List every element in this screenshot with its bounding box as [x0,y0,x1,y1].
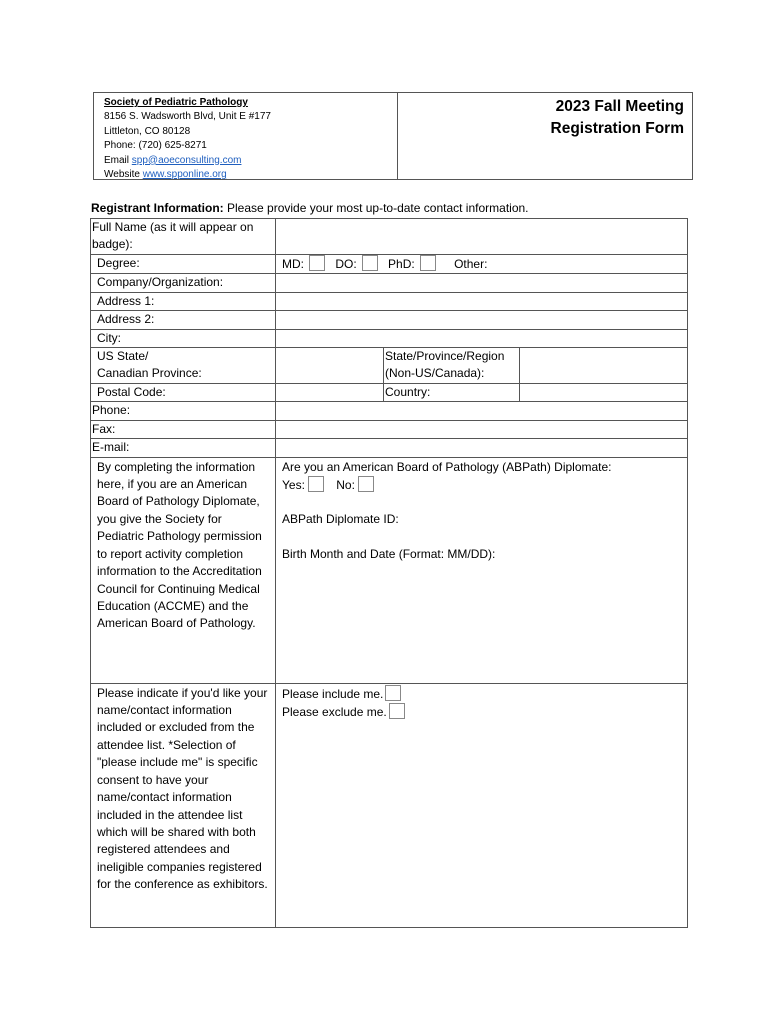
org-address: 8156 S. Wadsworth Blvd, Unit E #177 [104,111,271,123]
form-title-line2: Registration Form [550,120,684,137]
include-checkbox[interactable] [385,685,401,701]
registrant-label: Registrant Information: [91,201,224,215]
state-label [91,348,276,384]
state-label-line2: Canadian Province: [97,366,202,381]
attendee-list-text: Please indicate if you'd like your name/contact information included or excluded from the attendee list. *Selection of "please include me" is specific consent to have your name/contact information included in the attendee list which will be shared with both registered attendees and ineligible companies registered for the conference as exhibitors. [91,683,276,927]
email-field[interactable] [276,439,688,457]
header-box [93,92,693,180]
address2-field[interactable] [276,311,688,329]
city-field[interactable] [276,329,688,347]
region-label [384,348,520,384]
form-title-line1: 2023 Fall Meeting [555,98,684,115]
phone-field[interactable] [276,402,688,420]
degree-phd-checkbox[interactable] [420,255,436,271]
full-name-label: Full Name (as it will appear on badge): [91,219,276,255]
degree-other-label: Other: [454,257,488,271]
degree-md-label: MD: [282,257,304,271]
email-link[interactable]: spp@aoeconsulting.com [131,154,242,166]
org-contact-block [94,93,398,179]
region-field[interactable] [520,348,688,384]
state-field[interactable] [276,348,384,384]
degree-phd-label: PhD: [388,257,415,271]
email-label: E-mail: [91,439,276,457]
address1-field[interactable] [276,292,688,310]
exclude-label: Please exclude me. [282,705,387,720]
address1-label: Address 1: [91,292,276,310]
exclude-checkbox[interactable] [389,703,405,719]
degree-label: Degree: [91,255,276,274]
org-city: Littleton, CO 80128 [104,125,191,137]
abpath-no-label: No: [336,478,355,493]
org-phone: Phone: (720) 625-8271 [104,140,207,152]
org-website-line [104,168,397,182]
email-prefix: Email [104,154,130,166]
birth-date-label: Birth Month and Date (Format: MM/DD): [282,546,496,561]
degree-options [276,255,688,274]
degree-do-checkbox[interactable] [362,255,378,271]
abpath-id-label: ABPath Diplomate ID: [282,512,399,527]
address2-label: Address 2: [91,311,276,329]
abpath-question: Are you an American Board of Pathology (ABPath) Diplomate: [282,459,612,474]
form-title [551,96,684,140]
registration-table [90,218,688,928]
org-name: Society of Pediatric Pathology [104,97,248,108]
phone-label: Phone: [91,402,276,420]
degree-md-checkbox[interactable] [309,255,325,271]
registrant-intro-text: Please provide your most up-to-date contact information. [223,201,529,215]
abpath-section [276,457,688,683]
website-link[interactable]: www.spponline.org [142,169,227,181]
abpath-yes-label: Yes: [282,478,305,493]
fax-label: Fax: [91,420,276,438]
registrant-intro [91,201,529,215]
company-field[interactable] [276,274,688,292]
include-option [282,685,687,703]
region-label-line1: State/Province/Region [385,349,505,364]
include-label: Please include me. [282,686,384,701]
country-field[interactable] [520,384,688,402]
abpath-yes-checkbox[interactable] [308,476,324,492]
abpath-consent-text: By completing the information here, if you are an American Board of Pathology Diplomate, you give the Society for Pediatric Pathology permission to report activity completion information to the Accreditation Council for Continuing Medical Education (ACCME) and the American Board of Pathology. [91,457,276,683]
postal-label: Postal Code: [91,384,276,402]
exclude-option [282,703,687,721]
abpath-no-checkbox[interactable] [358,476,374,492]
org-email-line [104,154,397,168]
abpath-yes-no [282,476,687,494]
company-label: Company/Organization: [91,274,276,292]
state-label-line1: US State/ [97,349,149,364]
full-name-field[interactable] [276,219,688,255]
region-label-line2: (Non-US/Canada): [385,366,485,381]
website-prefix: Website [104,169,140,181]
attendee-list-options [276,683,688,927]
postal-field[interactable] [276,384,384,402]
fax-field[interactable] [276,420,688,438]
country-label: Country: [384,384,520,402]
degree-do-label: DO: [335,257,357,271]
city-label: City: [91,329,276,347]
